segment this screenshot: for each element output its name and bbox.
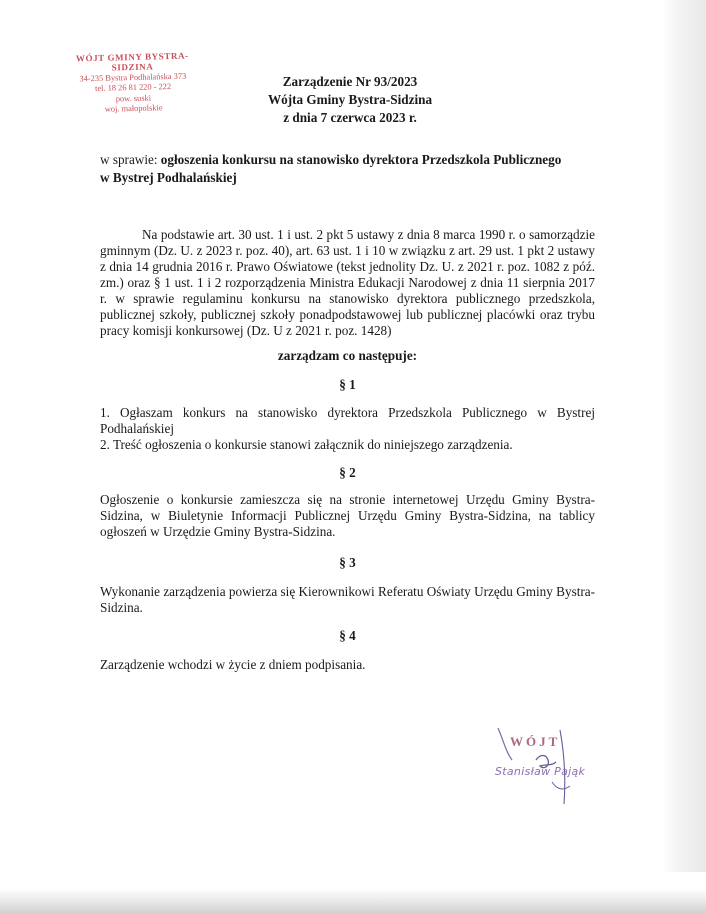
section-2-text: Ogłoszenie o konkursie zamieszcza się na stronie internetowej Urzędu Gminy Bystra-Sidzina, w Biuletynie Informacji Publicznej Urzędu Gminy Bystra-Sidzina, na tablicy ogłoszeń w Urzędzie Gminy Bystra-Sidzina. (100, 492, 595, 539)
issuer: Wójta Gminy Bystra-Sidzina (267, 92, 433, 107)
decree-date: z dnia 7 czerwca 2023 r. (283, 110, 417, 125)
scan-page-edge-bottom (0, 872, 706, 913)
section-1-item-1: 1. Ogłaszam konkurs na stanowisko dyrektora Przedszkola Publicznego w Bystrej Podhalańskiej (100, 405, 595, 436)
stamp-title: WÓJT GMINY BYSTRA-SIDZINA (75, 50, 189, 73)
legal-basis-paragraph: Na podstawie art. 30 ust. 1 i ust. 2 pkt 5 ustawy z dnia 8 marca 1990 r. o samorządzie gminnym (Dz. U. z 2023 r. poz. 40), art. 63 ust. 1 i 10 w związku z art. 29 ust. 1 pkt 2 ustawy z dnia 14 grudnia 2016 r. Prawo Oświatowe (tekst jednolity Dz. U. z 2021 r. poz. 1082 z póź. zm.) oraz § 1 ust. 1 i 2 rozporządzenia Ministra Edukacji Narodowej z dnia 11 sierpnia 2017 r. w sprawie regulaminu konkursu na stanowisko dyrektora publicznego przedszkola, publicznej szkoły, publicznej szkoły ponadpodstawowej lub publicznej placówki oraz trybu pracy komisji konkursowej (Dz. U z 2021 r. poz. 1428) (100, 227, 595, 338)
section-3-heading: § 3 (339, 555, 356, 570)
section-4-text: Zarządzenie wchodzi w życie z dniem podpisania. (100, 657, 366, 672)
subject-prefix: w sprawie: (100, 152, 161, 167)
signature-title: WÓJT (510, 734, 561, 749)
section-3-text: Wykonanie zarządzenia powierza się Kierownikowi Referatu Oświaty Urzędu Gminy Bystra-Sidzina. (100, 584, 595, 615)
subject-line-2: w Bystrej Podhalańskiej (100, 170, 237, 185)
subject-block (100, 151, 600, 187)
subject-line-1: ogłoszenia konkursu na stanowisko dyrektora Przedszkola Publicznego (160, 152, 562, 167)
stamp-phone: tel. 18 26 81 220 - 222 (94, 82, 172, 94)
document-header (200, 73, 500, 127)
stamp-county: pow. suski (115, 93, 152, 104)
signature-name: Stanisław Pająk (495, 765, 586, 778)
section-1-heading: § 1 (339, 377, 356, 392)
stamp-address: 34-235 Bystra Podhalańska 373 (79, 71, 187, 84)
stamp-voivodeship: woj. małopolskie (104, 103, 163, 114)
section-1-item-2: 2. Treść ogłoszenia o konkursie stanowi załącznik do niniejszego zarządzenia. (100, 437, 513, 452)
decree-statement: zarządzam co następuje: (277, 348, 418, 363)
decree-number: Zarządzenie Nr 93/2023 (282, 74, 418, 89)
scan-page-edge-right (662, 0, 706, 913)
office-stamp (57, 50, 209, 116)
section-4-heading: § 4 (339, 628, 356, 643)
section-2-heading: § 2 (339, 465, 356, 480)
